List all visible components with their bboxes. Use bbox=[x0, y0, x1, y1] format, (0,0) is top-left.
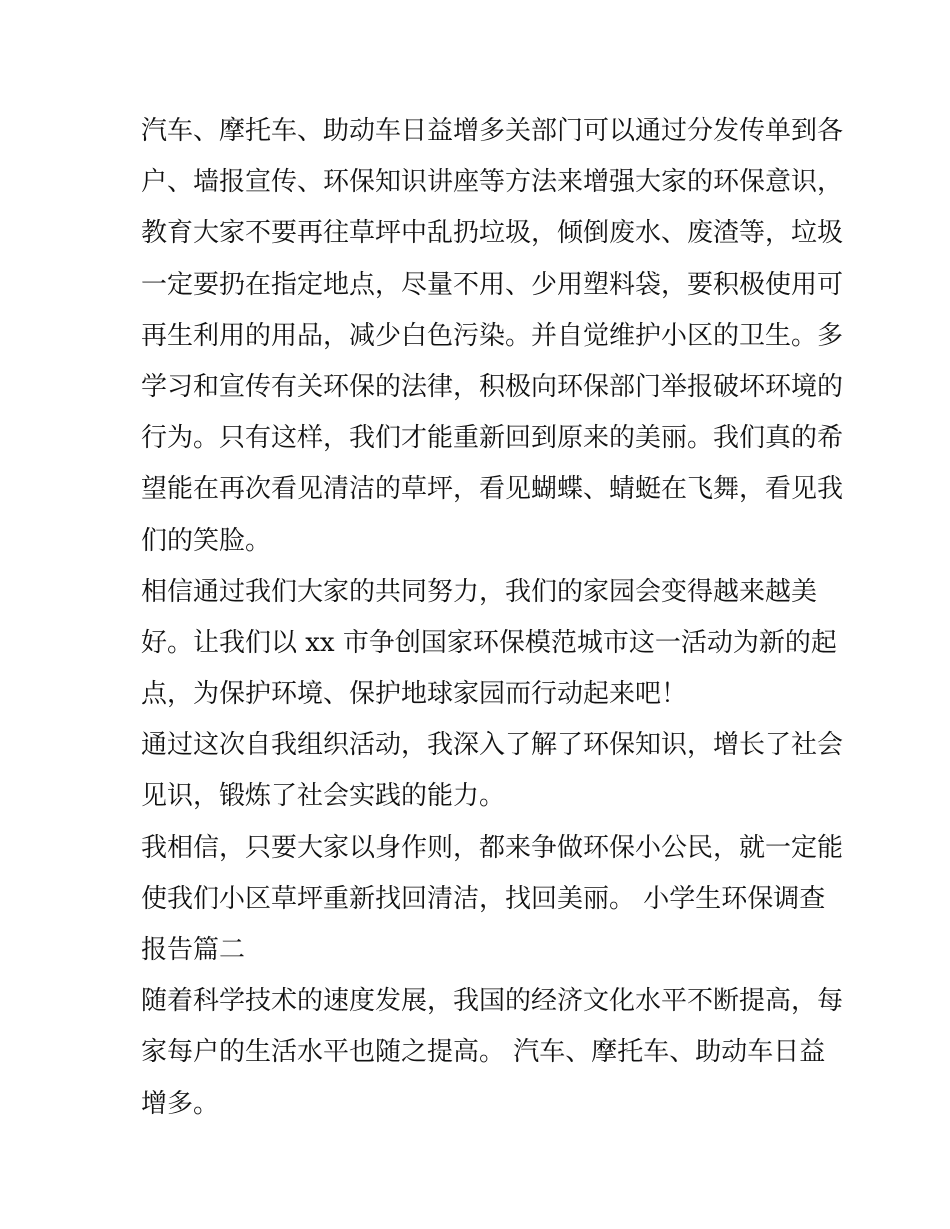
paragraph-common-effort bbox=[141, 567, 837, 721]
paragraph-belief bbox=[141, 823, 844, 977]
section-heading: 报告篇二 bbox=[141, 935, 246, 965]
text-line: 增多。 bbox=[141, 1088, 220, 1119]
text-line: 汽车、摩托车、助动车日益增多关部门可以通过分发传单到各 bbox=[141, 116, 844, 146]
text-line: 点，为保护环境、保护地球家园而行动起来吧！ bbox=[141, 679, 688, 710]
text-line: 我相信，只要大家以身作则，都来争做环保小公民，就一定能 bbox=[141, 832, 844, 863]
text-line: 望能在再次看见清洁的草坪，看见蝴蝶、蜻蜓在飞舞，看见我 bbox=[141, 474, 844, 505]
document-body bbox=[141, 106, 844, 1130]
paragraph-development bbox=[141, 976, 844, 1130]
paragraph-environmental-measures bbox=[141, 106, 844, 567]
text-line: 们的笑脸。 bbox=[141, 525, 272, 556]
text-line: 使我们小区草坪重新找回清洁，找回美丽。 小学生环保调查 bbox=[141, 883, 826, 914]
text-line: 随着科学技术的速度发展，我国的经济文化水平不断提高，每 bbox=[141, 986, 844, 1017]
paragraph-activity-reflection bbox=[141, 720, 844, 822]
text-line: 家每户的生活水平也随之提高。 汽车、摩托车、助动车日益 bbox=[141, 1037, 826, 1068]
text-line: 通过这次自我组织活动，我深入了解了环保知识，增长了社会 bbox=[141, 730, 844, 761]
text-line: 行为。只有这样，我们才能重新回到原来的美丽。我们真的希 bbox=[141, 423, 844, 454]
text-line: 再生利用的用品，减少白色污染。并自觉维护小区的卫生。多 bbox=[141, 320, 844, 351]
text-line: 一定要扔在指定地点，尽量不用、少用塑料袋，要积极使用可 bbox=[141, 269, 844, 300]
text-line: 户、墙报宣传、环保知识讲座等方法来增强大家的环保意识， bbox=[141, 167, 844, 198]
text-line: 相信通过我们大家的共同努力，我们的家园会变得越来越美 bbox=[141, 576, 818, 607]
text-line: 见识，锻炼了社会实践的能力。 bbox=[141, 781, 506, 812]
text-line: 教育大家不要再往草坪中乱扔垃圾，倾倒废水、废渣等，垃圾 bbox=[141, 218, 844, 249]
text-line: 好。让我们以 xx 市争创国家环保模范城市这一活动为新的起 bbox=[141, 627, 837, 658]
text-line: 学习和宣传有关环保的法律，积极向环保部门举报破坏环境的 bbox=[141, 371, 844, 402]
